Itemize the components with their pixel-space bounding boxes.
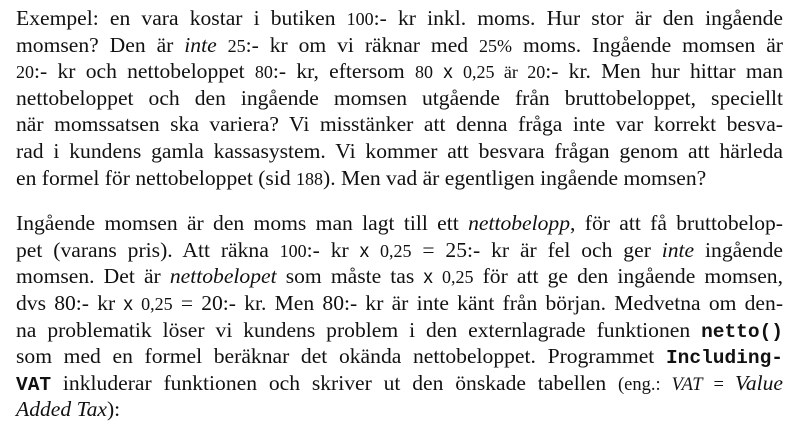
- text-run: [133, 291, 141, 315]
- paragraph-example: [16, 5, 783, 191]
- text-line: [16, 165, 783, 192]
- text-run: [433, 264, 442, 288]
- text-run: 80: [414, 62, 433, 83]
- text-run: som med en formel beräknar det okända nettobeloppet. Programmet: [16, 344, 666, 369]
- text-run: nettobelopp: [468, 211, 571, 236]
- text-line: [16, 237, 783, 264]
- code-identifier: VAT: [16, 373, 52, 396]
- code-identifier: Including-: [665, 347, 783, 370]
- text-run: för att ge den ingående momsen,: [473, 264, 783, 289]
- text-run: inte: [184, 32, 217, 57]
- text-run: ingående: [694, 237, 783, 262]
- text-run: momsen. Det är: [16, 264, 170, 289]
- text-run: inte: [661, 237, 695, 262]
- text-line: [16, 5, 783, 32]
- text-run: Added Tax: [16, 397, 107, 422]
- text-run: dvs 80:- kr: [16, 290, 124, 315]
- text-run: ):: [106, 397, 121, 422]
- text-run: 0,25: [442, 267, 474, 288]
- text-line: [16, 290, 783, 317]
- text-run: :- kr: [306, 237, 360, 262]
- text-run: :- kr inkl. moms. Hur stor är den ingående: [373, 6, 784, 30]
- text-line: [16, 370, 783, 397]
- text-run: Ingående momsen är den moms man lagt till ett: [16, 211, 469, 236]
- document-page: [16, 0, 784, 422]
- text-run: VAT: [671, 374, 703, 395]
- text-run: en formel för nettobeloppet (sid: [16, 165, 297, 190]
- text-run: 25%: [479, 35, 513, 56]
- text-run: :- kr om vi räknar med: [245, 32, 480, 57]
- text-run: 25: [227, 35, 246, 56]
- text-run: ). Men vad är egentligen ingående momsen?: [323, 165, 707, 190]
- text-run: nettobelopet: [169, 264, 277, 289]
- text-run: 100: [279, 240, 307, 261]
- text-run: 80: [254, 62, 273, 83]
- text-run: 20: [16, 62, 34, 83]
- text-run: Value: [735, 370, 784, 395]
- multiply-sign: x: [443, 62, 453, 84]
- text-run: pet (varans pris). Att räkna: [16, 237, 280, 262]
- text-run: 188: [296, 168, 324, 189]
- text-run: 0,25: [141, 293, 173, 314]
- code-identifier: netto(): [701, 320, 783, 343]
- text-run: na problematik löser vi kundens problem i den externlagrade funktionen: [16, 317, 702, 342]
- text-run: :- kr, eftersom: [272, 59, 415, 84]
- text-run: 0,25: [379, 240, 412, 261]
- text-line: [16, 263, 783, 290]
- text-line: [16, 111, 783, 138]
- text-run: :- kr och nettobeloppet: [34, 59, 255, 84]
- text-run: (eng.:: [617, 374, 672, 395]
- multiply-sign: x: [359, 240, 370, 262]
- text-run: nettobeloppet och den ingående momsen utgående från bruttobeloppet, speciellt: [16, 85, 783, 110]
- text-line: [16, 210, 783, 237]
- text-run: [217, 33, 228, 57]
- multiply-sign: x: [423, 267, 433, 289]
- text-run: [369, 238, 380, 262]
- paragraph-explanation: [16, 210, 783, 423]
- text-run: moms. Ingående momsen är: [512, 32, 783, 57]
- text-run: Exempel: en vara kostar i butiken: [16, 6, 347, 30]
- text-run: [433, 59, 443, 83]
- text-run: = 20:- kr. Men 80:- kr är inte känt från början. Medvetna om den-: [172, 290, 784, 315]
- text-line: [16, 58, 783, 85]
- text-run: 0,25 är 20: [463, 62, 546, 83]
- text-run: rad i kundens gamla kassasystem. Vi kommer att besvara frågan genom att härleda: [16, 138, 783, 163]
- text-run: inkluderar funktionen och skriver ut den önskade tabellen: [51, 370, 618, 395]
- text-line: [16, 85, 783, 112]
- text-run: som måste tas: [276, 264, 424, 289]
- text-line: [16, 343, 783, 370]
- text-line: [16, 317, 783, 344]
- text-run: momsen? Den är: [16, 32, 185, 57]
- text-run: :- kr. Men hur hittar man: [545, 59, 783, 84]
- text-run: när momssatsen ska variera? Vi misstänker att denna fråga inte var korrekt besva-: [16, 112, 783, 137]
- text-run: = 25:- kr är fel och ger: [411, 237, 662, 262]
- text-run: [453, 59, 463, 83]
- multiply-sign: x: [123, 293, 133, 315]
- text-line: [16, 396, 783, 423]
- text-line: [16, 138, 783, 165]
- text-run: , för att få bruttobelop-: [570, 211, 783, 236]
- text-line: [16, 32, 783, 59]
- text-run: 100: [346, 9, 374, 29]
- text-run: =: [702, 374, 736, 395]
